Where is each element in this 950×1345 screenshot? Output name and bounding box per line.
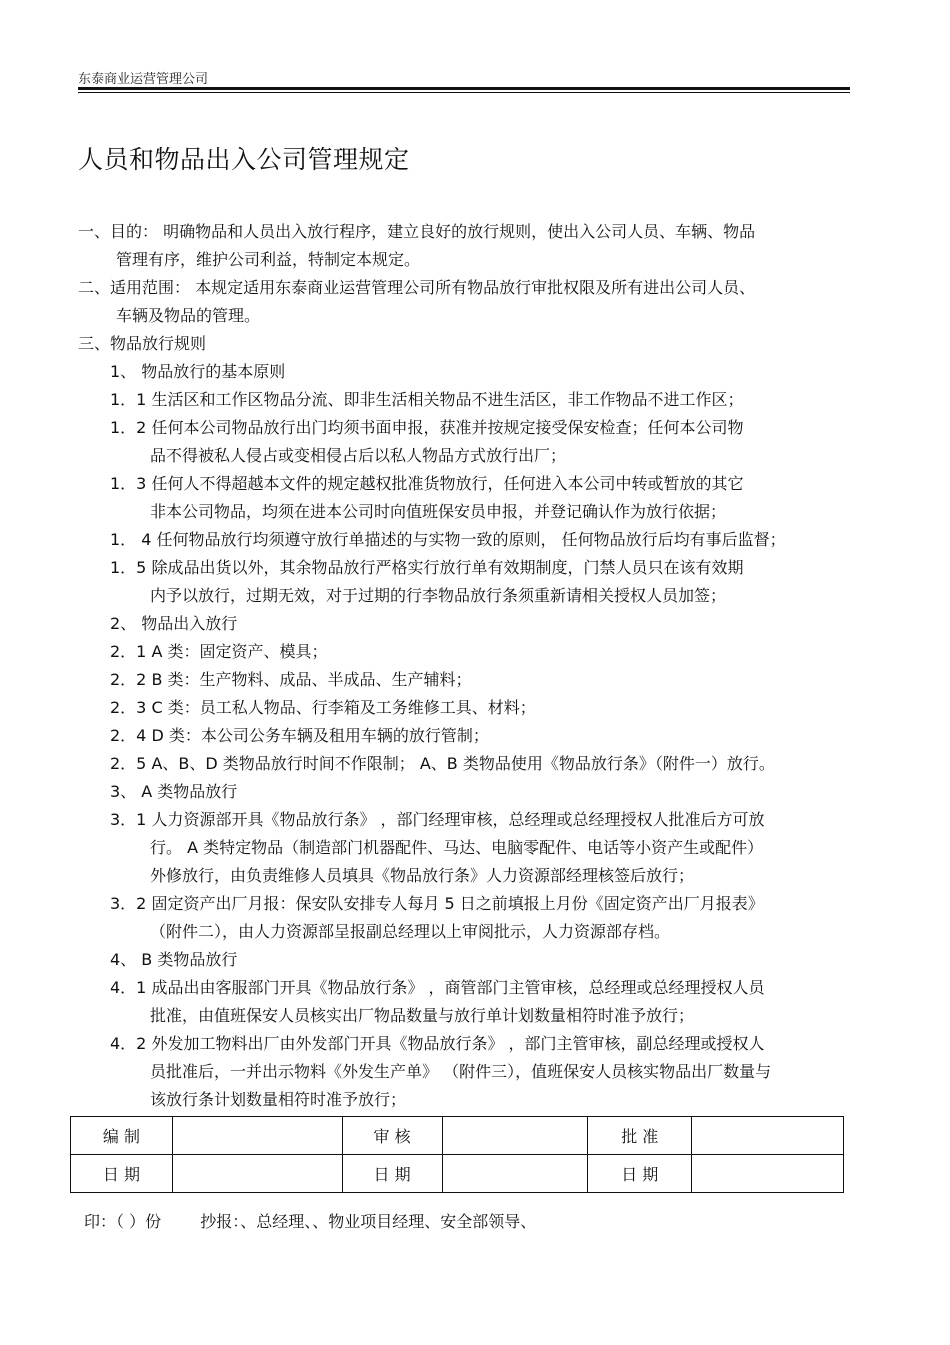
reviewed-date-field[interactable] <box>442 1155 588 1193</box>
date-row <box>71 1155 844 1193</box>
body-line: 3．1 人力资源部开具《物品放行条》 ，部门经理审核，总经理或总经理授权人批准后方可放 <box>110 810 765 829</box>
approved-date-field[interactable] <box>692 1155 844 1193</box>
prepared-by-label: 编 制 <box>71 1117 173 1155</box>
body-line: 2．5 A、B、D 类物品放行时间不作限制； A、B 类物品使用《物品放行条》（附件一）放行。 <box>110 754 775 773</box>
body-line: 1．3 任何人不得超越本文件的规定越权批准货物放行，任何进入本公司中转或暂放的其它 <box>110 474 744 493</box>
body-line: 该放行条计划数量相符时准予放行； <box>150 1090 407 1109</box>
body-line: 3、 A 类物品放行 <box>110 782 238 801</box>
body-line: 员批准后，一并出示物料《外发生产单》 （附件三），值班保安人员核实物品出厂数量与 <box>150 1062 772 1081</box>
body-line: 内予以放行，过期无效，对于过期的行李物品放行条须重新请相关授权人员加签； <box>150 586 727 605</box>
body-line: 批准，由值班保安人员核实出厂物品数量与放行单计划数量相符时准予放行； <box>150 1006 695 1025</box>
reviewed-date-label: 日 期 <box>342 1155 442 1193</box>
approved-by-field[interactable] <box>692 1117 844 1155</box>
cc-list: 抄报：、总经理、、物业项目经理、安全部领导、 <box>200 1212 537 1231</box>
body-line: （附件二），由人力资源部呈报副总经理以上审阅批示，人力资源部存档。 <box>150 922 671 941</box>
body-line: 2．2 B 类：生产物料、成品、半成品、生产辅料； <box>110 670 472 689</box>
body-line: 2．3 C 类：员工私人物品、行李箱及工务维修工具、材料； <box>110 698 536 717</box>
body-line: 1．2 任何本公司物品放行出门均须书面申报，获准并按规定接受保安检查；任何本公司物 <box>110 418 744 437</box>
body-line: 二、适用范围： 本规定适用东泰商业运营管理公司所有物品放行审批权限及所有进出公司人员、 <box>78 278 756 297</box>
header-rule-thick <box>78 87 850 90</box>
body-line: 1．1 生活区和工作区物品分流、即非生活相关物品不进生活区，非工作物品不进工作区； <box>110 390 744 409</box>
body-line: 2、 物品出入放行 <box>110 614 238 633</box>
body-line: 2．1 A 类：固定资产、模具； <box>110 642 328 661</box>
approval-row <box>71 1117 844 1155</box>
body-line: 外修放行，由负责维修人员填具《物品放行条》人力资源部经理核签后放行； <box>150 866 695 885</box>
document-title: 人员和物品出入公司管理规定 <box>78 145 410 174</box>
approval-table <box>70 1116 844 1193</box>
reviewed-by-field[interactable] <box>442 1117 588 1155</box>
body-line: 非本公司物品，均须在进本公司时向值班保安员申报，并登记确认作为放行依据； <box>150 502 727 521</box>
body-line: 4．1 成品出由客服部门开具《物品放行条》 ，商管部门主管审核，总经理或总经理授权人员 <box>110 978 765 997</box>
body-line: 管理有序，维护公司利益，特制定本规定。 <box>116 250 421 269</box>
body-line: 4、 B 类物品放行 <box>110 950 238 969</box>
distribution-footer <box>84 1209 536 1232</box>
reviewed-by-label: 审 核 <box>342 1117 442 1155</box>
company-header: 东泰商业运营管理公司 <box>78 72 209 87</box>
header-rule-thin <box>78 92 850 93</box>
prepared-by-field[interactable] <box>172 1117 342 1155</box>
body-line: 1． 4 任何物品放行均须遵守放行单描述的与实物一致的原则， 任何物品放行后均有事后监督； <box>110 530 786 549</box>
body-line: 4．2 外发加工物料出厂由外发部门开具《物品放行条》 ，部门主管审核，副总经理或授权人 <box>110 1034 765 1053</box>
prepared-date-field[interactable] <box>172 1155 342 1193</box>
prepared-date-label: 日 期 <box>71 1155 173 1193</box>
body-line: 行。 A 类特定物品（制造部门机器配件、马达、电脑零配件、电话等小资产生或配件） <box>150 838 764 857</box>
body-line: 品不得被私人侵占或变相侵占后以私人物品方式放行出厂； <box>150 446 567 465</box>
approved-by-label: 批 准 <box>588 1117 692 1155</box>
body-line: 2．4 D 类：本公司公务车辆及租用车辆的放行管制； <box>110 726 489 745</box>
print-copies: 印：（ ）份 <box>84 1212 162 1231</box>
body-line: 1、 物品放行的基本原则 <box>110 362 286 381</box>
body-line: 三、物品放行规则 <box>78 334 207 353</box>
approved-date-label: 日 期 <box>588 1155 692 1193</box>
body-line: 3．2 固定资产出厂月报：保安队安排专人每月 5 日之前填报上月份《固定资产出厂月报表》 <box>110 894 764 913</box>
body-line: 车辆及物品的管理。 <box>116 306 261 325</box>
body-line: 一、目的： 明确物品和人员出入放行程序，建立良好的放行规则，使出入公司人员、车辆、物品 <box>78 222 756 241</box>
body-line: 1．5 除成品出货以外，其余物品放行严格实行放行单有效期制度，门禁人员只在该有效期 <box>110 558 744 577</box>
